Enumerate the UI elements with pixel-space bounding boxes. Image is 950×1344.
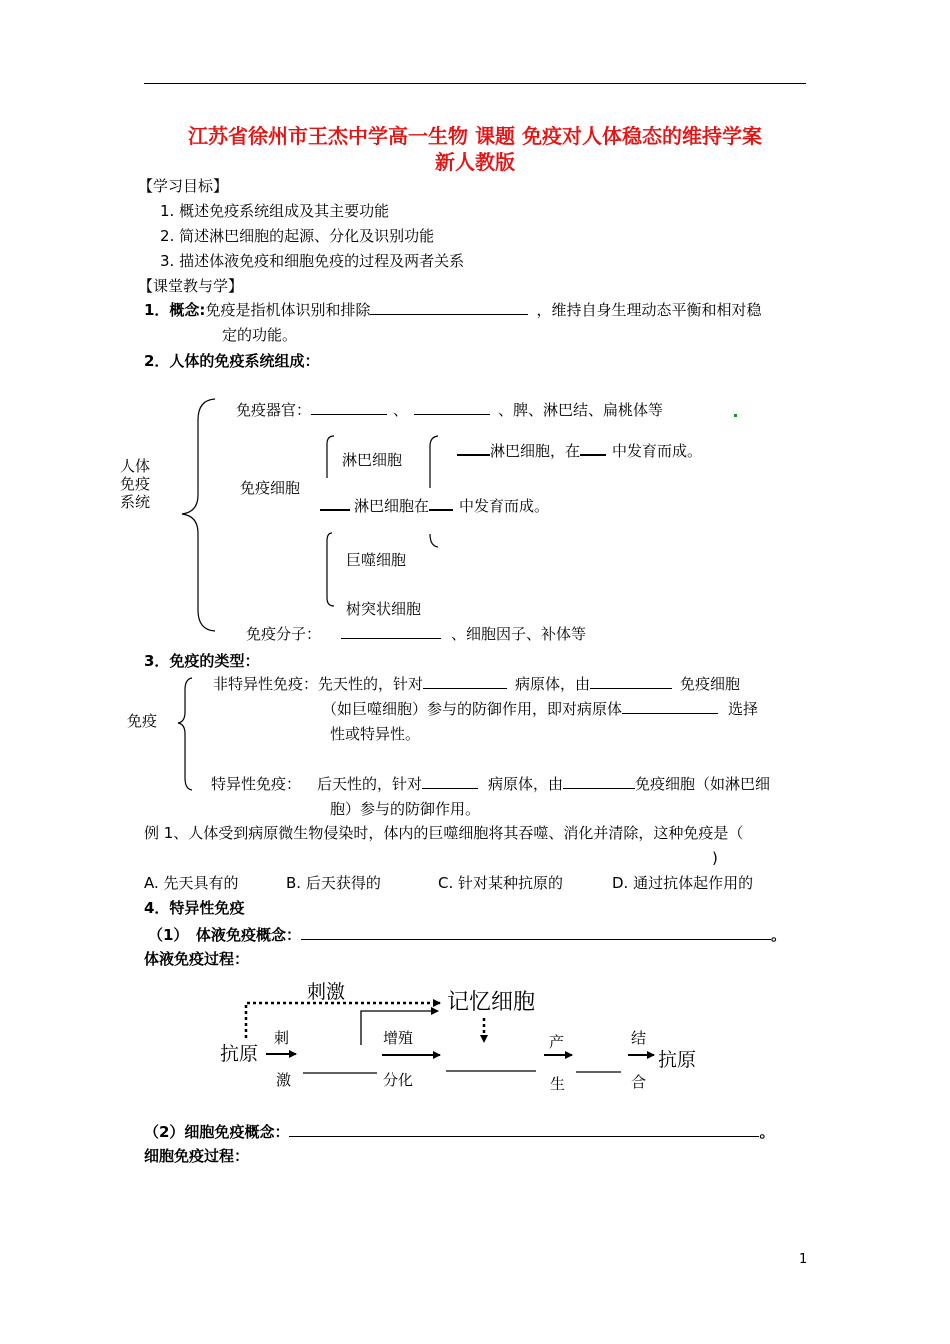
system-heading: 2．人体的免疫系统组成： [144, 352, 320, 370]
example-option-b[interactable]: B. 后天获得的 [286, 874, 381, 892]
macrophage-bracket [327, 533, 334, 606]
diagram-comb-2: 合 [631, 1073, 647, 1091]
humoral-period: 。 [770, 926, 786, 944]
specific-immunity-heading: 4．特异性免疫 [144, 899, 245, 917]
concept-label: 1．概念: [144, 301, 206, 319]
diagram-antigen-right: 抗原 [658, 1049, 697, 1071]
molecules-rest: 、细胞因子、补体等 [451, 625, 587, 643]
root-label-line: 系统 [120, 493, 151, 511]
types-heading: 3．免疫的类型： [144, 652, 260, 670]
molecules-label: 免疫分子： [246, 625, 322, 643]
nonspecific-text-d: （如巨噬细胞）参与的防御作用，即对病原体 [322, 700, 623, 718]
example-option-a[interactable]: A. 先天具有的 [144, 874, 239, 892]
example-question: 例 1、人体受到病原微生物侵染时，体内的巨噬细胞将其吞噬、消化并清除，这种免疫是（ [144, 824, 744, 842]
objective-item: 2. 简述淋巴细胞的起源、分化及识别功能 [160, 227, 435, 245]
lymph-row-2-text-b: 中发育而成。 [459, 497, 550, 515]
system-brace [182, 399, 215, 631]
diagram-stim-2: 激 [276, 1071, 292, 1089]
nonspecific-text-c: 免疫细胞 [680, 675, 741, 693]
document-title: 江苏省徐州市王杰中学高一生物 课题 免疫对人体稳态的维持学案 [188, 124, 762, 148]
diagram-differ: 分化 [383, 1071, 414, 1089]
specific-line-2: 胞）参与的防御作用。 [330, 800, 481, 818]
humoral-process-label: 体液免疫过程： [144, 950, 250, 968]
dendritic-label: 树突状细胞 [346, 600, 422, 618]
diagram-antigen-left: 抗原 [220, 1043, 259, 1065]
nonspecific-text-b: 病原体，由 [515, 675, 591, 693]
nonspecific-text-e: 选择 [728, 700, 759, 718]
example-option-d[interactable]: D. 通过抗体起作用的 [612, 874, 754, 892]
solid-memory-path [361, 1011, 438, 1045]
objective-item: 1. 概述免疫系统组成及其主要功能 [160, 202, 390, 220]
page-number: 1 [799, 1252, 808, 1267]
lymph-row-2-text-a: 淋巴细胞在 [354, 497, 430, 515]
organs-label: 免疫器官： [236, 401, 312, 419]
lymph-bracket-left [327, 436, 334, 478]
organs-separator: 、 [393, 401, 409, 419]
specific-text-a: 特异性免疫： [211, 775, 302, 793]
lymph-label: 淋巴细胞 [342, 451, 403, 469]
macrophage-label: 巨噬细胞 [346, 551, 407, 569]
humoral-concept-label: （1） 体液免疫概念： [148, 926, 301, 944]
types-brace [178, 678, 192, 790]
diagram-prolif: 增殖 [383, 1029, 414, 1047]
lymph-row-1-text-b: 中发育而成。 [612, 442, 703, 460]
lymph-bracket-right [430, 436, 438, 488]
diagram-prod-2: 生 [550, 1075, 566, 1093]
concept-text-before: 免疫是指机体识别和排除 [205, 301, 371, 319]
cells-label: 免疫细胞 [240, 479, 301, 497]
dashed-stimulate-path [246, 1003, 440, 1038]
types-root-label: 免疫 [127, 712, 158, 730]
concept-line-2: 定的功能。 [222, 326, 298, 344]
diagram-comb-1: 结 [631, 1029, 647, 1047]
concept-text-after: ，维持自身生理动态平衡和相对稳 [536, 301, 762, 319]
objectives-heading: 【学习目标】 [138, 177, 229, 195]
example-option-c[interactable]: C. 针对某种抗原的 [438, 874, 564, 892]
example-close-paren: ) [712, 849, 718, 867]
teaching-heading: 【课堂教与学】 [138, 277, 244, 295]
root-label-line: 免疫 [120, 475, 151, 493]
specific-text-c: 病原体，由 [488, 775, 564, 793]
document-subtitle: 新人教版 [435, 150, 515, 174]
diagram-prod-1: 产 [549, 1033, 565, 1051]
lymph-row-1-text-a: 淋巴细胞，在 [490, 442, 581, 460]
specific-text-b: 后天性的，针对 [317, 775, 423, 793]
nonspecific-line-3: 性或特异性。 [330, 725, 421, 743]
specific-text-d: 免疫细胞（如淋巴细 [635, 775, 771, 793]
diagram-stim-1: 刺 [274, 1029, 290, 1047]
diagram-stimulate-top: 刺激 [307, 981, 346, 1003]
organs-rest: 、脾、淋巴结、扁桃体等 [498, 401, 664, 419]
root-label-line: 人体 [120, 457, 151, 475]
objective-item: 3. 描述体液免疫和细胞免疫的过程及两者关系 [160, 252, 465, 270]
cellular-process-label: 细胞免疫过程： [144, 1147, 250, 1165]
nonspecific-text-a: 非特异性免疫：先天性的，针对 [213, 675, 424, 693]
cellular-period: 。 [759, 1123, 775, 1141]
small-hook [430, 534, 438, 547]
cellular-concept-label: （2）细胞免疫概念： [144, 1123, 290, 1141]
diagram-memory-cell: 记忆细胞 [447, 990, 536, 1015]
